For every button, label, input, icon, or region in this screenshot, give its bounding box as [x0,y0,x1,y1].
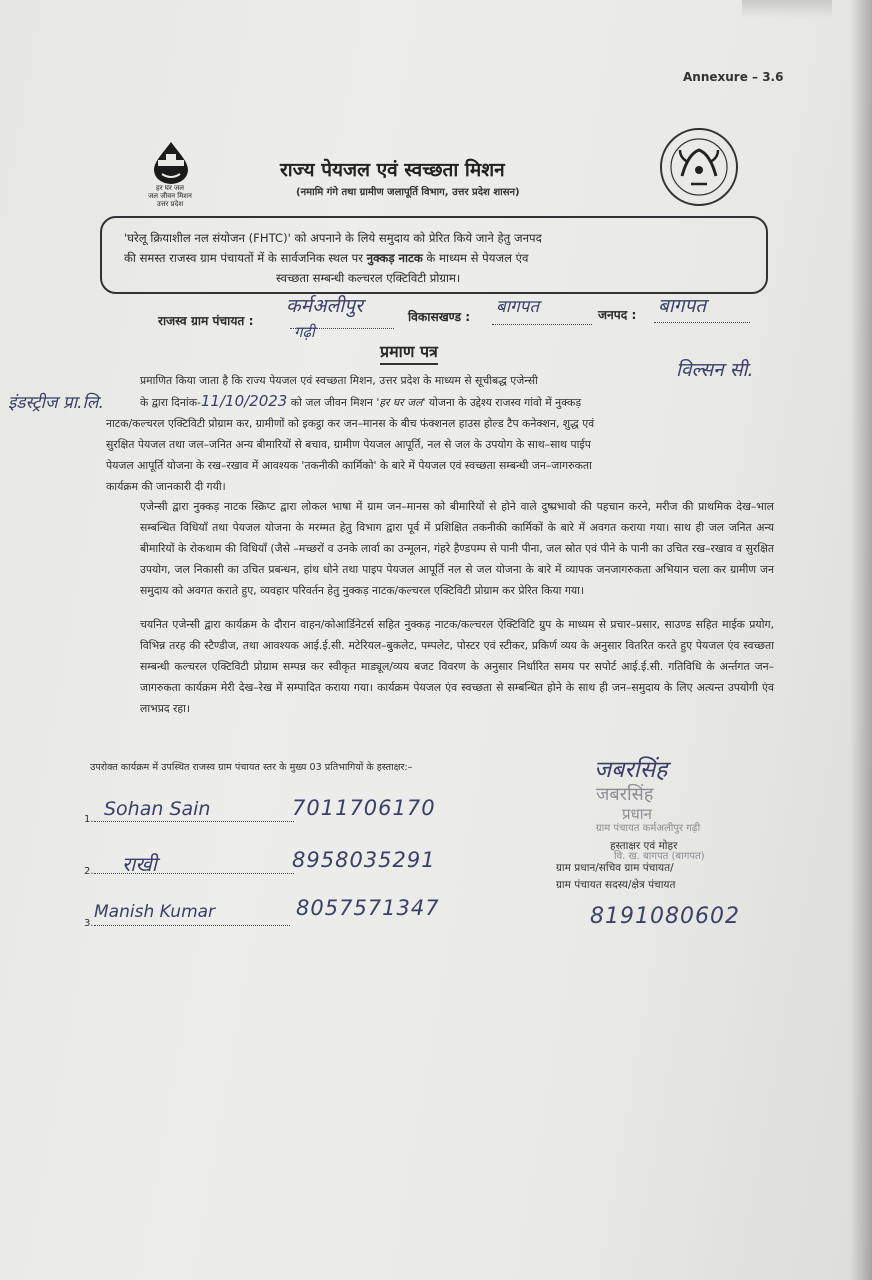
agency-name-handwritten: विल्सन सी. [676,359,754,381]
har-ghar-jal-quote: 'हर घर जल' [376,396,426,409]
participants-intro: उपरोक्त कार्यक्रम में उपस्थित राजस्व ग्राम पंचायत स्तर के मुख्य 03 प्रतिभागियों के हस्ताक्षर:– [90,762,413,773]
stamp-block: वि. ख. बागपत (बागपत) [614,851,705,862]
para1-line2-text-c: योजना के उद्देश्य राजस्व गांवो में नुक्कड़ [425,396,582,409]
participant-number: 2. [84,866,94,877]
participant-signature-line [94,925,290,926]
program-line-3: स्वच्छता सम्बन्धी कल्चरल एक्टिविटी प्रोग्राम। [276,271,461,285]
participant-1-phone: 7011706170 [292,796,436,820]
participant-2-name: राखी [122,852,157,876]
vikaskhand-value: बागपत [496,297,540,317]
annexure-label: Annexure – 3.6 [683,70,784,84]
certificate-paragraph-1 [106,370,774,497]
logo-caption-line: जल जीवन मिशन [148,192,192,200]
para1-line1 [106,370,774,391]
para1-line3: नाटक/कल्चरल एक्टिविटी प्रोग्राम कर, ग्रामीणों को इकट्ठा कर जन–मानस के बीच फंक्शनल हाउस होल्ड टैप कनेक्शन, शुद्ध एवं [106,417,595,430]
program-line-2-bold: नुक्कड़ नाटक [366,251,423,265]
participant-signature-line [94,821,294,822]
gram-panchayat-value: कर्मअलीपुर [286,295,363,317]
role-line-1: ग्राम प्रधान/सचिव ग्राम पंचायत/ [556,862,674,874]
certificate-heading: प्रमाण पत्र [380,340,438,365]
page-corner-shadow [742,0,832,18]
vikaskhand-label: विकासखण्ड : [408,310,471,324]
logo-caption-line: हर घर जल [156,184,184,192]
gram-panchayat-value-2: गढ़ी [294,323,315,341]
para1-line2-text-b: को जल जीवन मिशन [290,396,377,409]
participant-3-phone: 8057571347 [296,896,440,920]
sign-and-seal-label: हस्ताक्षर एवं मोहर [610,840,678,852]
gram-panchayat-label: राजस्व ग्राम पंचायत : [158,314,254,328]
janpad-label: जनपद : [598,308,637,322]
program-line-1: 'घरेलू क्रियाशील नल संयोजन (FHTC)' को अपनाने के लिये समुदाय को प्रेरित किये जाने हेतु जनपद [124,231,542,245]
participant-1-name: Sohan Sain [104,798,211,820]
para1-line5: पेयजल आपूर्ति योजना के रख–रखाव में आवश्यक 'तकनीकी कार्मिको' के बारे में पेयजल एवं स्वच्छता सम्बन्धी जन–जागरुकता [106,459,592,472]
para1-line2 [106,391,774,413]
janpad-value: बागपत [658,295,707,317]
page-edge-shadow [850,0,872,1280]
agency-name-handwritten-2: इंडस्ट्रीज प्रा.लि. [8,393,104,413]
participant-number: 3. [84,918,94,929]
program-line-2-text: की समस्त राजस्व ग्राम पंचायतों में के सार्वजनिक स्थल पर [124,251,367,265]
certificate-paragraph-2: एजेन्सी द्वारा नुक्कड़ नाटक स्क्रिप्ट द्वारा लोकल भाषा में ग्राम जन–मानस को बीमारियों से होने वाले दुष्प्रभावो की पहचान करने, मरीज की प्राथमिक देख–भाल सम्बन्धित विधियॉं तथा पेयजल योजना के मरम्मत हेतु विभाग द्वारा पूर्व में प्रशिक्षित तकनीकी कार्मिकों के बारे में अवगत कराया गया। साथ ही जल जनित अन्य बीमारियों के रोकथाम की विधियॉं (जैसे –मच्छरों व उनके लार्वा का उन्मूलन, गंहरे हैण्डपम्प से पानी पीना, जल स्रोत एवं पीने के पानी का उचित रख–रखाव व सुरक्षित उपयोग, जल निकासी का उचित प्रबन्धन, हांथ धोने तथा पाइप पेयजल आपूर्ति नल से जल योजना के बारे में व्यापक जनजागरुकता अभियान चला कर ग्रामीण जन समुदाय को अवगत कराते हुए, व्यवहार परिवर्तन हेतु नुक्कड़ नाटक/कल्चरल एक्टिविटी प्रोग्राम कर प्रेरित किया गया। [140,500,774,597]
para1-line4: सुरक्षित पेयजल तथा जल–जनित अन्य बीमारियों से बचाव, ग्रामीण पेयजल आपूर्ति, नल से जल के उपयोग के साथ–साथ पाईप [106,438,591,451]
program-line-2 [124,248,750,268]
logo-caption-line: उत्तर प्रदेश [156,200,184,208]
logo-left-caption [130,184,210,208]
para1-line6: कार्यक्रम की जानकारी दी गयी। [106,480,226,493]
government-seal-icon [658,126,740,208]
mission-title: राज्य पेयजल एवं स्वच्छता मिशन [280,159,505,181]
mission-subtitle: (नमामि गंगे तथा ग्रामीण जलापूर्ति विभाग, उत्तर प्रदेश शासन) [296,187,520,198]
program-line-2-text-end: के माध्यम से पेयजल एंव [422,251,529,265]
participant-2-phone: 8958035291 [292,848,436,872]
participant-row-2 [84,866,294,877]
stamp-place: ग्राम पंचायत कर्मअलीपुर गढ़ी [596,823,701,834]
stamp-title: प्रधान [622,805,652,823]
stamp-name: जबरसिंह [596,784,654,805]
program-date: 11/10/2023 [200,392,288,410]
certificate-paragraph-3: चयनित एजेन्सी द्वारा कार्यक्रम के दौरान वाहन/कोआर्डिनेटर्स सहित नुक्कड़ नाटक/कल्चरल ऐक्टिविटि ग्रुप के माध्यम से प्रचार–प्रसार, साउण्ड सहित माईक प्रयोग, विभिन्न तरह की स्टैण्डीज, तथा आवश्यक आई.ई.सी. मटेरियल–बुकलेट, पम्पलेट, पोस्टर एवं स्टीकर, प्रकिर्ण व्यय के अनुसार वितरित करते हुए पेयजल एंव स्वच्छता सम्बन्धी कल्चरल एक्टिविटी प्रोग्राम सम्पन्न कर स्वीकृत माड्यूल/व्यय बजट विवरण के अनुसार निर्धारित समय पर सपोर्ट आई.ई.सी. गतिविधि के अर्न्तगत जन–जागरुकता कार्यक्रम मेरी देख–रेख में सम्पादित कराया गया। कार्यक्रम पेयजल एंव स्वच्छता से सम्बन्धित होने के साथ ही जन–समुदाय के लिए अत्यन्त उपयोगी एंव लाभप्रद रहा। [140,618,774,715]
para1-line2-text: के द्वारा दिनांक- [140,396,201,409]
participant-number: 1. [84,814,94,825]
participant-3-name: Manish Kumar [94,902,216,922]
para1-line1-text: प्रमाणित किया जाता है कि राज्य पेयजल एवं स्वच्छता मिशन, उत्तर प्रदेश के माध्यम से सूचीबद्ध एजेन्सी [140,374,538,387]
pradhan-signature: जबरसिंह [594,757,668,783]
role-line-2: ग्राम पंचायत सदस्य/क्षेत्र पंचायत [556,879,676,891]
program-description-box [100,216,768,294]
pradhan-phone: 8191080602 [590,904,740,929]
